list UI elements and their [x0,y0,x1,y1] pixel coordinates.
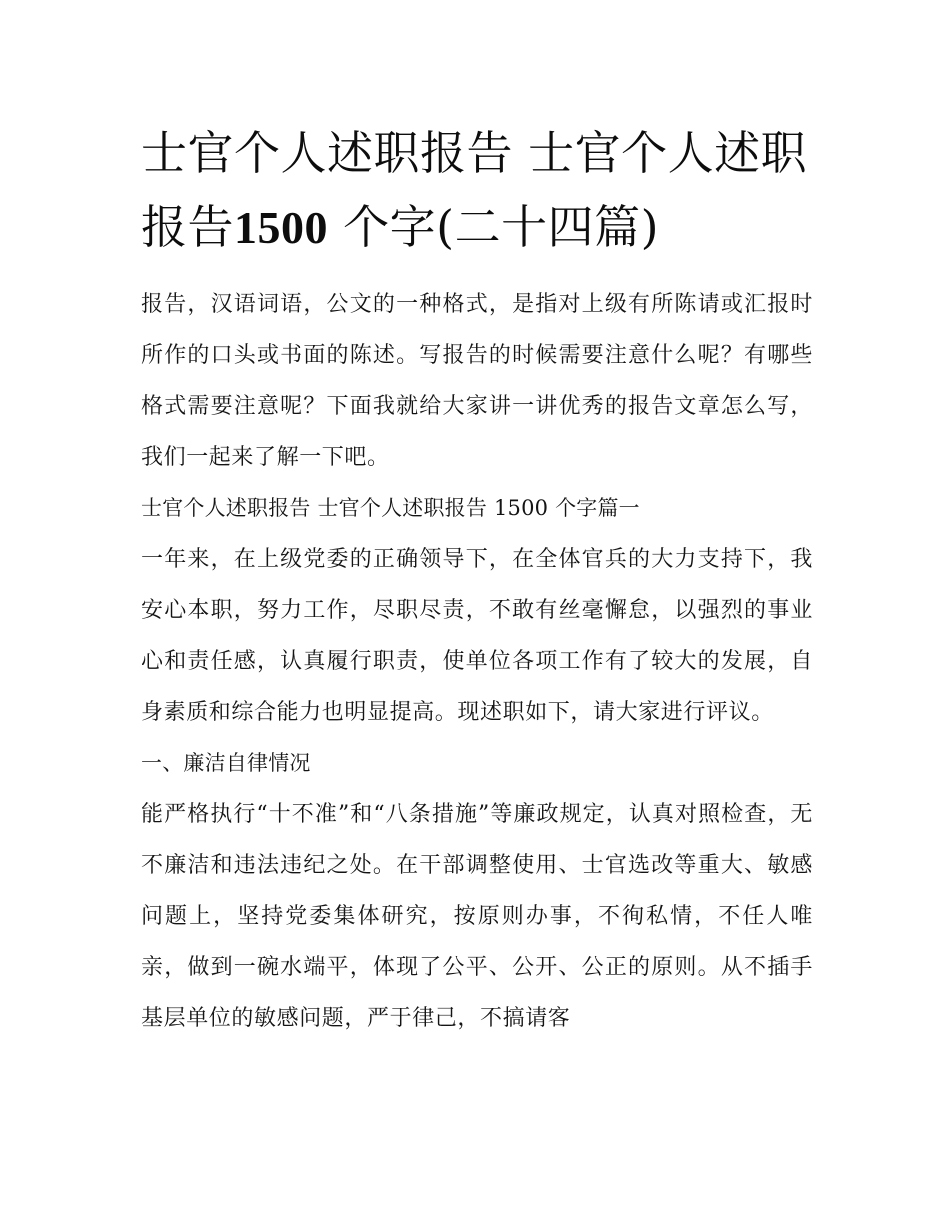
body-paragraph-1: 一年来，在上级党委的正确领导下，在全体官兵的大力支持下，我安心本职，努力工作，尽职尽责，不敢有丝毫懈怠，以强烈的事业心和责任感，认真履行职责，使单位各项工作有了较大的发展，自身素质和综合能力也明显提高。现述职如下，请大家进行评议。 [141,547,813,725]
title-text-part2: 个字(二十四篇) [328,200,660,254]
body-paragraph-2: 能严格执行“十不准”和“八条措施”等廉政规定，认真对照检查，无不廉洁和违法违纪之处。在干部调整使用、士官选改等重大、敏感问题上，坚持党委集体研究，按原则办事，不徇私情，不任人唯亲，做到一碗水端平，体现了公平、公开、公正的原则。从不插手基层单位的敏感问题，严于律己，不搞请客 [141,802,813,1031]
document-title [141,116,813,265]
subheading-integrity: 一、廉洁自律情况 [141,751,311,775]
title-number: 1500 [234,202,328,253]
document-body [141,116,813,1044]
title-text-part1: 士官个人述职报告 士官个人述职报告 [141,126,808,254]
intro-paragraph: 报告，汉语词语，公文的一种格式，是指对上级有所陈请或汇报时所作的口头或书面的陈述。写报告的时候需要注意什么呢？有哪些格式需要注意呢？下面我就给大家讲一讲优秀的报告文章怎么写，我们一起来了解一下吧。 [141,292,813,470]
section-title: 士官个人述职报告 士官个人述职报告 1500 个字篇一 [141,496,640,520]
